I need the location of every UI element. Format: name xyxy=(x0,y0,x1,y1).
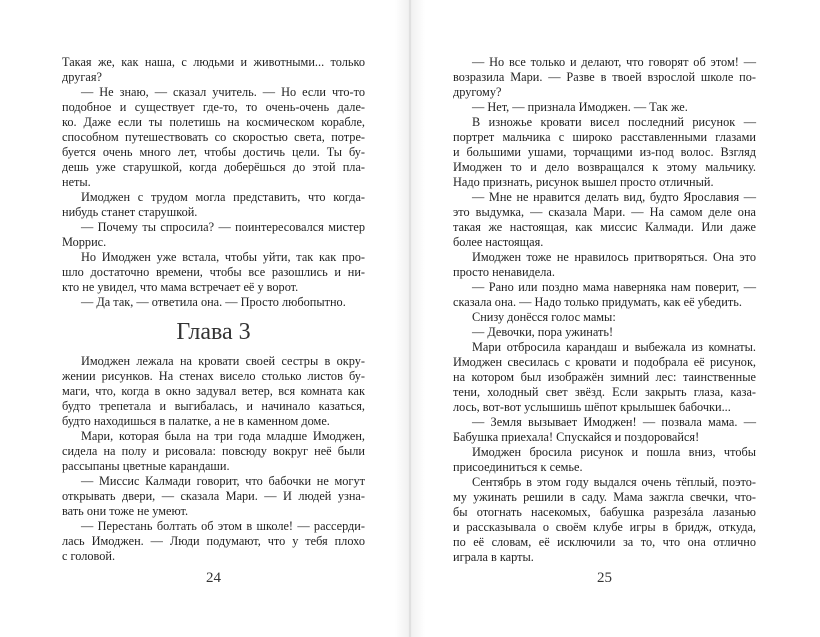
text-line: — Миссис Калмади говорит, что бабочки не могут xyxy=(81,474,365,488)
text-line: играла в карты. xyxy=(453,550,534,564)
paragraph xyxy=(453,340,756,415)
text-line: другому? xyxy=(453,85,502,99)
text-before-heading xyxy=(62,55,365,310)
paragraph xyxy=(453,190,756,250)
page-number-left: 24 xyxy=(206,570,221,586)
paragraph xyxy=(453,415,756,445)
text-line: жении рисунков. На стенах висело столько листов бу- xyxy=(62,369,365,383)
paragraph xyxy=(62,190,365,220)
text-line: — Но все только и делают, что говорят об этом! — xyxy=(472,55,756,69)
text-line: Но Имоджен уже встала, чтобы уйти, так как про- xyxy=(81,250,365,264)
text-line: нибудь станет старушкой. xyxy=(62,205,198,219)
text-line: возразила Мари. — Разве в твоей взрослой школе по- xyxy=(453,70,756,84)
text-line: кто не увидел, что мама встречает её у ворот. xyxy=(62,280,299,294)
text-line: Такая же, как наша, с людьми и животными... только xyxy=(62,55,365,69)
right-page-text xyxy=(453,55,756,565)
text-line: сказала она. — Надо только придумать, как её убедить. xyxy=(453,295,742,309)
paragraph xyxy=(62,519,365,564)
paragraph xyxy=(453,325,756,340)
text-line: подобное и существует где-то, то очень-очень дале- xyxy=(62,100,365,114)
text-line: шло достаточно времени, чтобы все разошлись и ни- xyxy=(62,265,365,279)
text-line: это выдумка, — сказала Мари. — На самом деле она xyxy=(453,205,756,219)
text-after-heading xyxy=(62,354,365,564)
paragraph xyxy=(453,115,756,190)
paragraph xyxy=(453,310,756,325)
text-line: — Мне не нравится делать вид, будто Ярославия — xyxy=(472,190,756,204)
text-line: дешь уже старушкой, когда доберёшься до этой пла- xyxy=(62,160,365,174)
text-line: Имоджен тоже не нравилось притворяться. Она это xyxy=(472,250,756,264)
text-line: Имоджен свесилась с кровати и подобрала её рисунок, xyxy=(453,355,756,369)
right-page xyxy=(453,55,756,565)
text-line: — Да так, — ответила она. — Просто любопытно. xyxy=(81,295,346,309)
text-line: Мари, которая была на три года младше Имоджен, xyxy=(81,429,365,443)
text-line: вать они тоже не умеют. xyxy=(62,504,189,518)
text-line: буется очень много лет, чтобы достичь цели. Ты бу- xyxy=(62,145,365,159)
text-line: другая? xyxy=(62,70,103,84)
paragraph xyxy=(453,250,756,280)
paragraph xyxy=(62,295,365,310)
text-line: более настоящая. xyxy=(453,235,544,249)
left-page xyxy=(62,55,365,564)
text-line: по её словам, её исключили за то, что она отлично xyxy=(453,535,756,549)
text-line: на котором был изображён зимний лес: таинственные xyxy=(453,370,756,384)
text-line: — Земля вызывает Имоджен! — позвала мама. — xyxy=(472,415,756,429)
text-line: Имоджен то и дело возвращался к этому мальчику. xyxy=(453,160,756,174)
text-line: лось, вот-вот услышишь шёпот крылышек бабочки... xyxy=(453,400,731,414)
text-line: Сентябрь в этом году выдался очень тёплый, поэто- xyxy=(472,475,756,489)
paragraph xyxy=(453,100,756,115)
text-line: способном путешествовать со скоростью света, потре- xyxy=(62,130,365,144)
paragraph xyxy=(62,250,365,295)
page-number-right: 25 xyxy=(597,570,612,586)
text-line: Моррис. xyxy=(62,235,107,249)
text-line: ко. Даже если ты полетишь на космическом корабле, xyxy=(62,115,365,129)
text-line: — Почему ты спросила? — поинтересовался мистер xyxy=(81,220,365,234)
text-line: и большими ушами, торчащими из-под волос. Взгляд xyxy=(453,145,756,159)
text-line: присоединиться к семье. xyxy=(453,460,583,474)
text-line: лась Имоджен. — Люди подумают, что у тебя плохо xyxy=(62,534,365,548)
text-line: неты. xyxy=(62,175,91,189)
text-line: — Не знаю, — сказал учитель. — Но если что-то xyxy=(81,85,365,99)
paragraph xyxy=(453,445,756,475)
text-line: бы отогнать насекомых, бабушка разрезáла лазанью xyxy=(453,505,756,519)
text-line: с головой. xyxy=(62,549,116,563)
text-line: будто находишься в палатке, а не в каменном доме. xyxy=(62,414,330,428)
text-line: — Нет, — признала Имоджен. — Так же. xyxy=(472,100,688,114)
paragraph xyxy=(62,220,365,250)
text-line: такая же настоящая, как миссис Калмади. Или даже xyxy=(453,220,756,234)
text-line: будто трепетала и выгибалась, и начинало казаться, xyxy=(62,399,365,413)
text-line: Снизу донёсся голос мамы: xyxy=(472,310,616,324)
text-line: Имоджен бросила рисунок и пошла вниз, чтобы xyxy=(472,445,756,459)
text-line: Бабушка приехала! Спускайся и поздоровайся! xyxy=(453,430,700,444)
text-line: открывать двери, — сказала Мари. — И людей узна- xyxy=(62,489,365,503)
paragraph xyxy=(453,475,756,565)
paragraph xyxy=(453,280,756,310)
paragraph xyxy=(62,429,365,474)
text-line: Мари отбросила карандаш и выбежала из комнаты. xyxy=(472,340,756,354)
paragraph xyxy=(453,55,756,100)
text-line: портрет мальчика с широко расставленными глазами xyxy=(453,130,756,144)
text-line: Имоджен лежала на кровати своей сестры в окру- xyxy=(81,354,365,368)
text-line: тени, холодный свет звёзд. Если закрыть глаза, каза- xyxy=(453,385,756,399)
text-line: сидела на полу и рисовала: повсюду вокруг неё были xyxy=(62,444,365,458)
text-line: и рассказывала о своём клубе игры в бридж, откуда, xyxy=(453,520,756,534)
text-line: — Девочки, пора ужинать! xyxy=(472,325,614,339)
book-gutter xyxy=(395,0,425,637)
paragraph xyxy=(62,354,365,429)
text-line: — Перестань болтать об этом в школе! — рассерди- xyxy=(81,519,365,533)
text-line: рассыпаны цветные карандаши. xyxy=(62,459,230,473)
text-line: просто ненавидела. xyxy=(453,265,555,279)
text-line: маги, что, когда в окно задувал ветер, вся комната как xyxy=(62,384,365,398)
text-line: В изножье кровати висел последний рисунок — xyxy=(472,115,756,129)
text-line: Надо признать, рисунок вышел просто отличный. xyxy=(453,175,714,189)
text-line: — Рано или поздно мама наверняка нам поверит, — xyxy=(472,280,756,294)
paragraph xyxy=(62,55,365,85)
text-line: Имоджен с трудом могла представить, что когда- xyxy=(81,190,365,204)
chapter-heading: Глава 3 xyxy=(176,319,251,345)
text-line: му ужинать решили в саду. Мама зажгла свечки, что- xyxy=(453,490,756,504)
paragraph xyxy=(62,474,365,519)
paragraph xyxy=(62,85,365,190)
